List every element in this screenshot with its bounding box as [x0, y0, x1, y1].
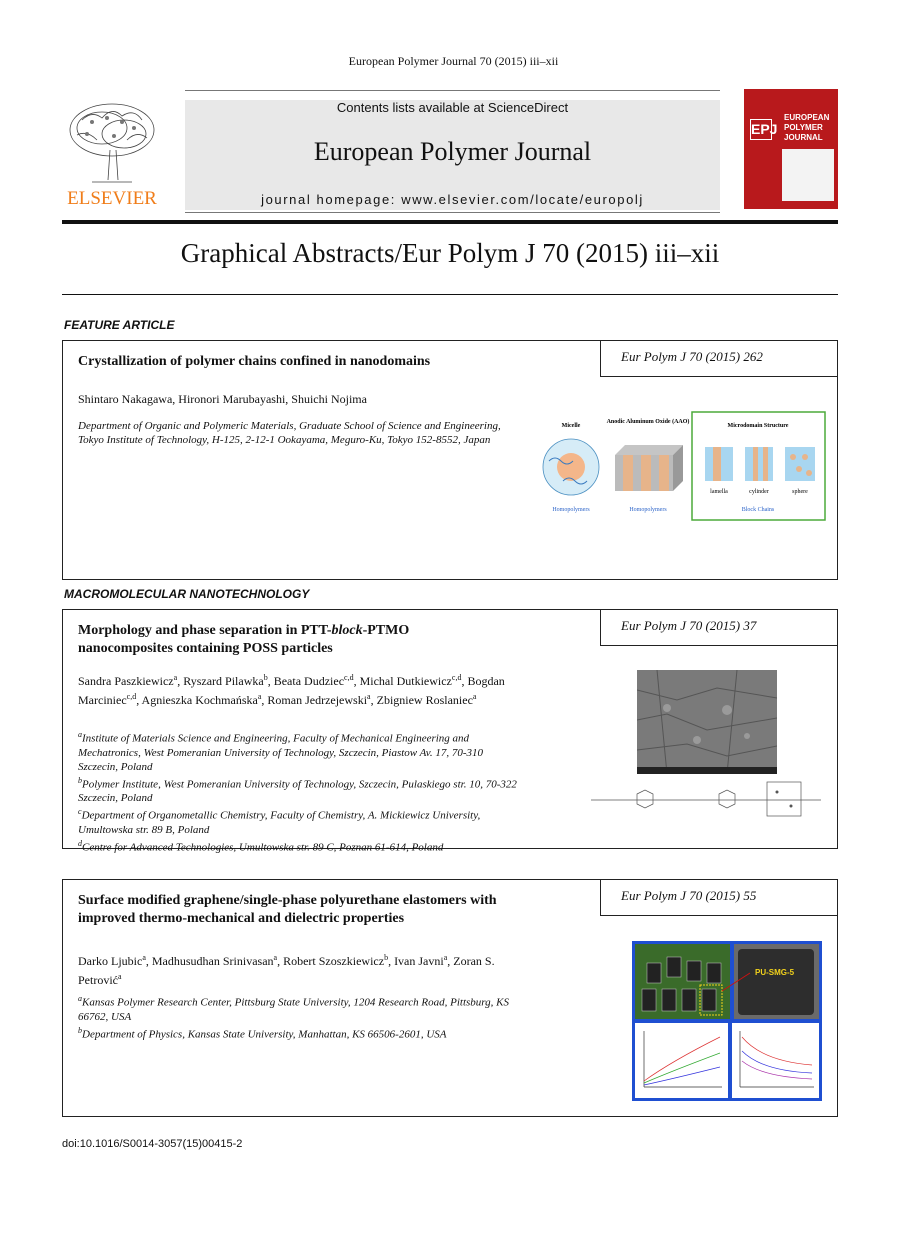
elsevier-logo: [62, 100, 162, 210]
graphene-figure: [632, 941, 822, 1101]
section-label-feature: FEATURE ARTICLE: [64, 318, 175, 332]
cover-side-letters: EPJ: [750, 119, 772, 140]
sem-micrograph: [637, 670, 777, 774]
article-ref[interactable]: Eur Polym J 70 (2015) 55: [600, 879, 838, 916]
band-top-rule: [185, 90, 720, 91]
fig-micelle: Micelle: [561, 423, 581, 429]
sample-label: PU-SMG-5: [755, 968, 795, 977]
article-card-1: [62, 340, 838, 580]
doi[interactable]: doi:10.1016/S0014-3057(15)00415-2: [62, 1138, 243, 1150]
fig-sphere: sphere: [792, 489, 808, 495]
article-authors: Shintaro Nakagawa, Hironori Marubayashi, Shuichi Nojima: [78, 392, 367, 406]
article-card-3: [62, 879, 838, 1117]
fig-homo1: Homopolymers: [552, 507, 590, 513]
fig-homo2: Homopolymers: [629, 507, 667, 513]
fig-micro: Microdomain Structure: [727, 423, 789, 429]
journal-title: European Polymer Journal: [313, 137, 592, 166]
header-rule: [62, 220, 838, 224]
heading-rule: [62, 294, 838, 295]
article-authors: Sandra Paszkiewicz$^a$, Ryszard Pilawka$^b$, Beata Dudziec$^{c,d}$, Michal Dutkiewicz$^{c,d}$, Bogdan Marciniec$^{c,d}$, Agnieszka Kochmańska$^a$, Roman Jedrzejewski$^a$, Zbigniew Roslaniec$^a$: [78, 673, 505, 707]
article-affiliations: $^a$Institute of Materials Science and Engineering, Faculty of Mechanical Engineering and Mechatronics, West Pomeranian University of Technology, Szczecin, Piastow Av. 17, 70-310 Szczecin, Poland $^b$Polymer Institute, West Pomeranian University of Technology, Szczecin, Pulaskiego str. 10, 70-322 Szczecin, Poland $^c$Department of Organometallic Chemistry, Faculty of Chemistry, A. Mickiewicz University, Umultowska str. 89 B, Poland $^d$Centre for Advanced Technologies, Umultowska str. 89 C, Poznan 61-614, Poland: [78, 730, 517, 854]
section-label-nanotech: MACROMOLECULAR NANOTECHNOLOGY: [64, 587, 310, 601]
article-affiliations: $^a$Kansas Polymer Research Center, Pittsburg State University, 1204 Research Road, Pittsburg, KS 66762, USA $^b$Department of Physics, Kansas State University, Manhattan, KS 66506-2601, USA: [78, 994, 510, 1041]
article-ref[interactable]: Eur Polym J 70 (2015) 262: [600, 340, 838, 377]
contents-line: Contents lists available at ScienceDirect: [336, 100, 569, 115]
tree-icon: [62, 100, 162, 188]
cover-title: EUROPEAN POLYMER JOURNAL: [784, 113, 830, 142]
fig-block: Block Chains: [741, 507, 775, 513]
fig-cylinder: cylinder: [749, 489, 769, 495]
cover-image: [782, 149, 834, 201]
fig-aao: Anodic Aluminum Oxide (AAO): [606, 419, 690, 425]
article-card-2: [62, 609, 838, 854]
journal-homepage[interactable]: journal homepage: www.elsevier.com/locate/europolj: [261, 192, 644, 207]
band-bottom-rule: [185, 212, 720, 213]
article-title[interactable]: Crystallization of polymer chains confined in nanodomains: [78, 354, 431, 369]
article-ref[interactable]: Eur Polym J 70 (2015) 37: [600, 609, 838, 646]
page-heading: Graphical Abstracts/Eur Polym J 70 (2015) iii–xii: [180, 238, 720, 268]
article-title[interactable]: Surface modified graphene/single-phase polyurethane elastomers with improved thermo-mechanical and dielectric properties: [78, 893, 497, 926]
article-affiliation: Department of Organic and Polymeric Materials, Graduate School of Science and Engineering, Tokyo Institute of Technology, H-125, 2-12-1 Ookayama, Meguro-Ku, Tokyo 152-8552, Japan: [78, 420, 501, 446]
graphical-abstract-figure: [533, 411, 828, 523]
article-title[interactable]: Morphology and phase separation in PTT-block-PTMO nanocomposites containing POSS particles: [78, 623, 410, 656]
elsevier-wordmark: ELSEVIER: [67, 188, 157, 209]
article-authors: Darko Ljubic$^a$, Madhusudhan Srinivasan$^a$, Robert Szoszkiewicz$^b$, Ivan Javni$^a$, Zoran S. Petrović$^a$: [78, 953, 495, 987]
running-head: European Polymer Journal 70 (2015) iii–xii: [348, 54, 559, 68]
chemical-structure: [591, 778, 831, 838]
fig-lamella: lamella: [710, 489, 728, 495]
journal-cover: [744, 89, 838, 209]
